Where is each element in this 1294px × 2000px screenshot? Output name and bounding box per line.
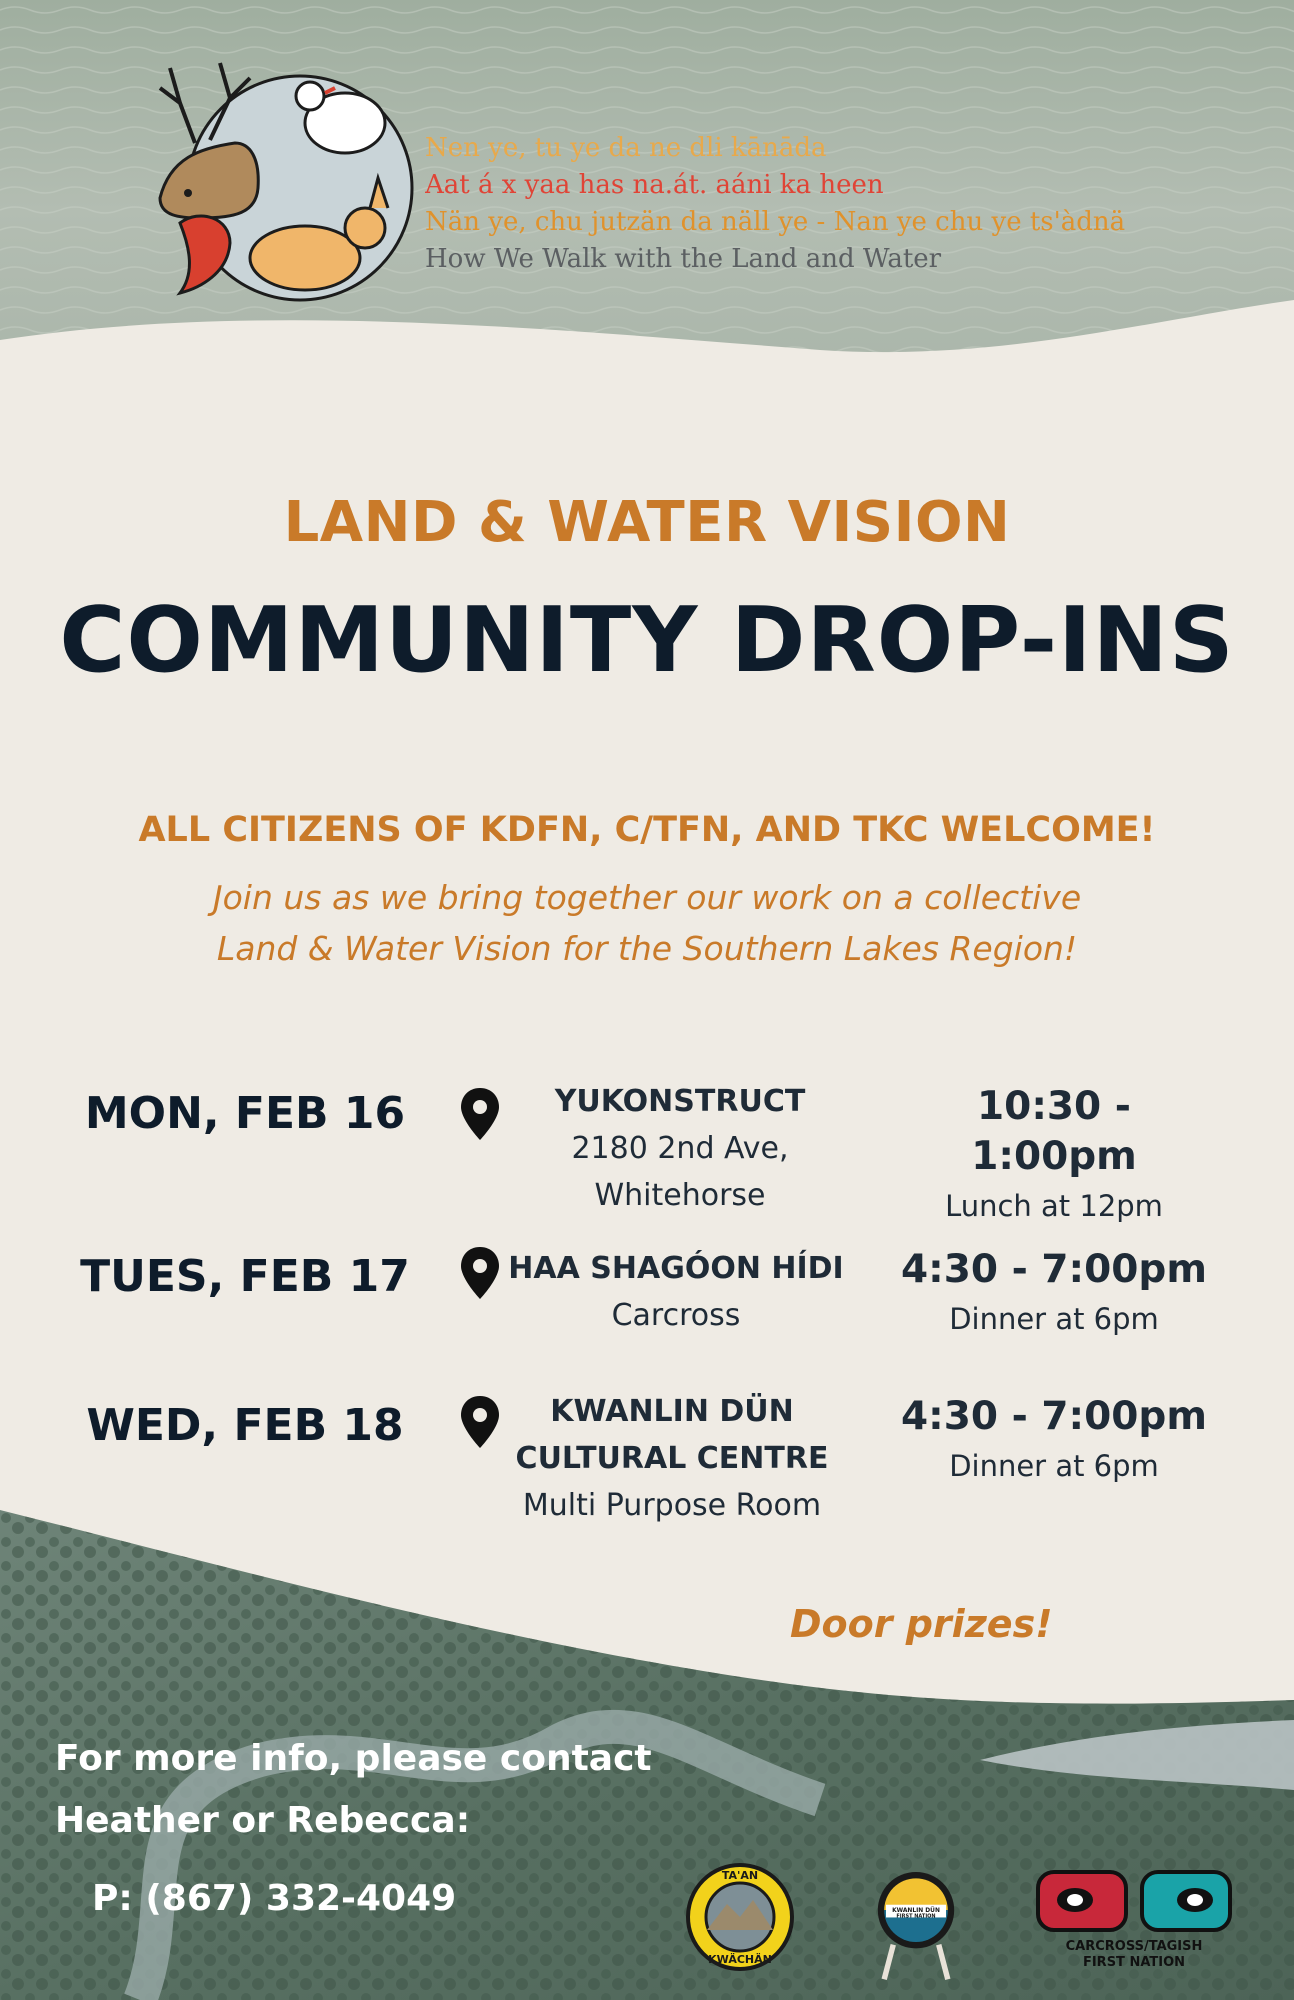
contact-phone: P: (867) 332-4049 <box>92 1878 457 1919</box>
door-prizes: Door prizes! <box>790 1602 1053 1646</box>
event-venue <box>500 1078 860 1219</box>
kwanlin-dun-logo <box>866 1862 966 1982</box>
event-subtitle: LAND & WATER VISION <box>283 490 1011 555</box>
contact-line-1: For more info, please contact <box>55 1738 652 1779</box>
language-line-4: How We Walk with the Land and Water <box>425 244 942 274</box>
meal-note: Dinner at 6pm <box>949 1449 1159 1483</box>
carcross-tagish-logo <box>1030 1862 1240 1972</box>
venue-name: YUKONSTRUCT <box>554 1084 806 1119</box>
event-date: MON, FEB 16 <box>84 1088 406 1139</box>
event-time <box>894 1245 1214 1343</box>
venue-city: Carcross <box>611 1298 741 1333</box>
meal-note: Dinner at 6pm <box>949 1302 1159 1336</box>
intro-line-1: Join us as we bring together our work on a collective <box>212 878 1082 917</box>
event-venue <box>496 1245 856 1339</box>
time-range: 10:30 - 1:00pm <box>971 1084 1137 1179</box>
taan-kwachan-logo <box>685 1862 795 1972</box>
venue-room: Multi Purpose Room <box>522 1488 822 1523</box>
venue-name-line-2: CULTURAL CENTRE <box>515 1441 829 1476</box>
event-venue <box>492 1388 852 1529</box>
salmon-icon <box>180 216 230 293</box>
event-title: COMMUNITY DROP-INS <box>59 588 1235 693</box>
carcross-logo-text-top: CARCROSS/TAGISH <box>1065 1939 1203 1954</box>
venue-name-line-1: KWANLIN DÜN <box>550 1394 794 1429</box>
event-date: WED, FEB 18 <box>86 1400 404 1451</box>
contact-info <box>55 1728 652 1852</box>
event-time <box>894 1082 1214 1230</box>
meal-note: Lunch at 12pm <box>945 1189 1163 1223</box>
intro-text <box>0 872 1294 974</box>
taan-logo-text-bottom: KWÄCHÄN <box>708 1953 772 1966</box>
location-pin-icon <box>458 1086 502 1142</box>
time-range: 4:30 - 7:00pm <box>901 1247 1207 1292</box>
venue-address: 2180 2nd Ave, <box>571 1131 789 1166</box>
event-time <box>894 1392 1214 1490</box>
venue-name: HAA SHAGÓON HÍDI <box>508 1251 844 1286</box>
language-line-3: Nän ye, chu jutzän da näll ye - Nan ye chu ye ts'àdnä <box>425 207 1126 237</box>
kwanlin-logo-text-bottom: FIRST NATION <box>896 1913 936 1920</box>
intro-line-2: Land & Water Vision for the Southern Lakes Region! <box>216 929 1078 968</box>
animal-emblem-logo <box>140 48 420 308</box>
carcross-logo-text-bottom: FIRST NATION <box>1082 1955 1186 1970</box>
event-date: TUES, FEB 17 <box>80 1251 410 1302</box>
venue-city: Whitehorse <box>594 1178 766 1213</box>
language-line-1: Nen ye, tu ye da ne dli kānāda <box>425 133 827 163</box>
kwanlin-logo-text-top: KWANLIN DÜN <box>892 1908 940 1914</box>
contact-line-2: Heather or Rebecca: <box>55 1800 471 1841</box>
taan-logo-text-top: TA'AN <box>721 1869 759 1882</box>
language-line-2: Aat á x yaa has na.át. aáni ka heen <box>425 170 884 200</box>
welcome-text: ALL CITIZENS OF KDFN, C/TFN, AND TKC WELCOME! <box>138 810 1156 850</box>
indigenous-language-lines <box>425 130 1165 278</box>
time-range: 4:30 - 7:00pm <box>901 1394 1207 1439</box>
